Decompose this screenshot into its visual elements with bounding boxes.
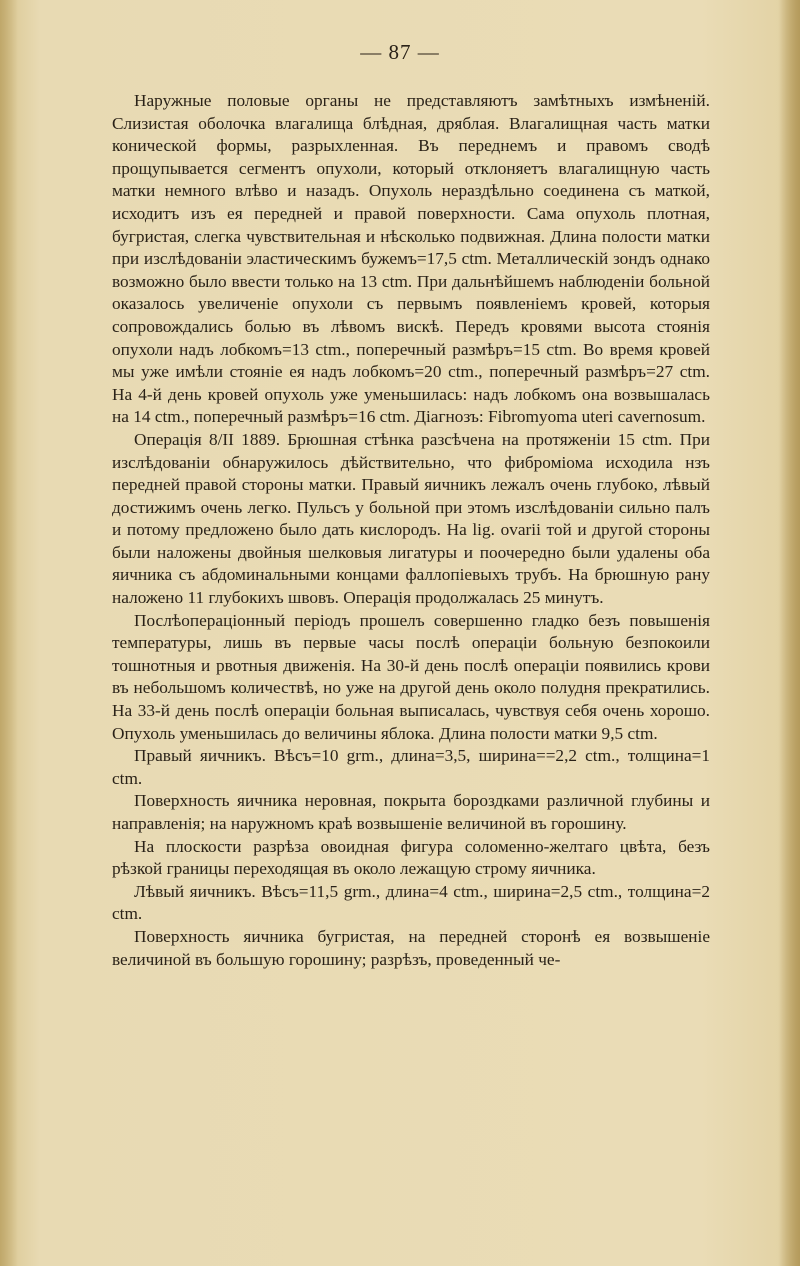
paragraph-postop: Послѣопераціонный періодъ прошелъ совершенно гладко безъ повышенія температуры, лишь въ первые часы послѣ операціи больную безпокоили тошнотныя и рвотныя движенія. На 30-й день послѣ операціи появились крови въ небольшомъ количествѣ, но уже на другой день около полудня прекратились. На 33-й день послѣ операціи больная выписалась, чувствуя себя очень хорошо. Опухоль уменьшилась до величины яблока. Длина полости матки 9,5 ctm. — [112, 610, 710, 743]
paragraph-right-ovary-surface: Поверхность яичника неровная, покрыта бороздками различной глубины и направленія; на наружномъ краѣ возвышеніе величиной въ горошину. — [112, 791, 710, 833]
paragraph-operation: Операція 8/II 1889. Брюшная стѣнка разсѣчена на протяженіи 15 ctm. При изслѣдованіи обнаружилось дѣйствительно, что фиброміома исходила нзъ передней правой стороны матки. Правый яичникъ лежалъ очень глубоко, лѣвый достижимъ очень легко. Пульсъ у больной при этомъ изслѣдованіи сильно палъ и потому предложено было дать кислородъ. На lig. ovarii той и другой стороны были наложены двойныя шелковыя лигатуры и поочередно были удалены оба яичника съ абдоминальными концами фаллопіевыхъ трубъ. На брюшную рану наложено 11 глубокихъ швовъ. Операція продолжалась 25 минутъ. — [112, 429, 710, 608]
page-edge-right — [778, 0, 800, 1266]
page-number-header: — 87 — — [360, 40, 440, 64]
paragraph-right-ovary-section: На плоскости разрѣза овоидная фигура соломенно-желтаго цвѣта, безъ рѣзкой границы переходящая въ около лежащую строму яичника. — [112, 836, 710, 879]
paragraph-left-ovary: Лѣвый яичникъ. Вѣсъ=11,5 grm., длина=4 ctm., ширина=2,5 ctm., толщина=2 ctm. — [112, 881, 710, 924]
paragraph-left-ovary-surface: Поверхность яичника бугристая, на передней сторонѣ ея возвышеніе величиной въ большую горошину; разрѣзъ, проведенный че- — [112, 926, 710, 969]
page-edge-left — [0, 0, 18, 1266]
document-body — [112, 90, 710, 971]
paragraph-right-ovary: Правый яичникъ. Вѣсъ=10 grm., длина=3,5, ширина==2,2 ctm., толщина=1 ctm. — [112, 746, 710, 788]
paragraph-exam: Наружные половые органы не представляютъ замѣтныхъ измѣненій. Слизистая оболочка влагалища блѣдная, дряблая. Влагалищная часть матки конической формы, разрыхленная. Въ переднемъ и правомъ сводѣ прощупывается сегментъ опухоли, который отклоняетъ влагалищную часть матки немного влѣво и назадъ. Опухоль нераздѣльно соединена съ маткой, исходитъ изъ ея передней и правой поверхности. Сама опухоль плотная, бугристая, слегка чувствительная и нѣсколько подвижная. Длина полости матки при изслѣдованіи эластическимъ бужемъ=17,5 ctm. Металлическій зондъ однако возможно было ввести только на 13 ctm. При дальнѣйшемъ наблюденіи больной оказалось увеличеніе опухоли съ первымъ появленіемъ кровей, которыя сопровождались болью въ лѣвомъ вискѣ. Передъ кровями высота стоянія опухоли надъ лобкомъ=13 ctm., поперечный размѣръ=15 ctm. Во время кровей мы уже имѣли стояніе ея надъ лобкомъ=20 ctm., поперечный размѣръ=27 ctm. На 4-й день кровей опухоль уже уменьшилась: надъ лобкомъ она возвышалась на 14 ctm., поперечный размѣръ=16 ctm. Діагнозъ: Fibromyoma uteri cavernosum. — [112, 91, 710, 427]
